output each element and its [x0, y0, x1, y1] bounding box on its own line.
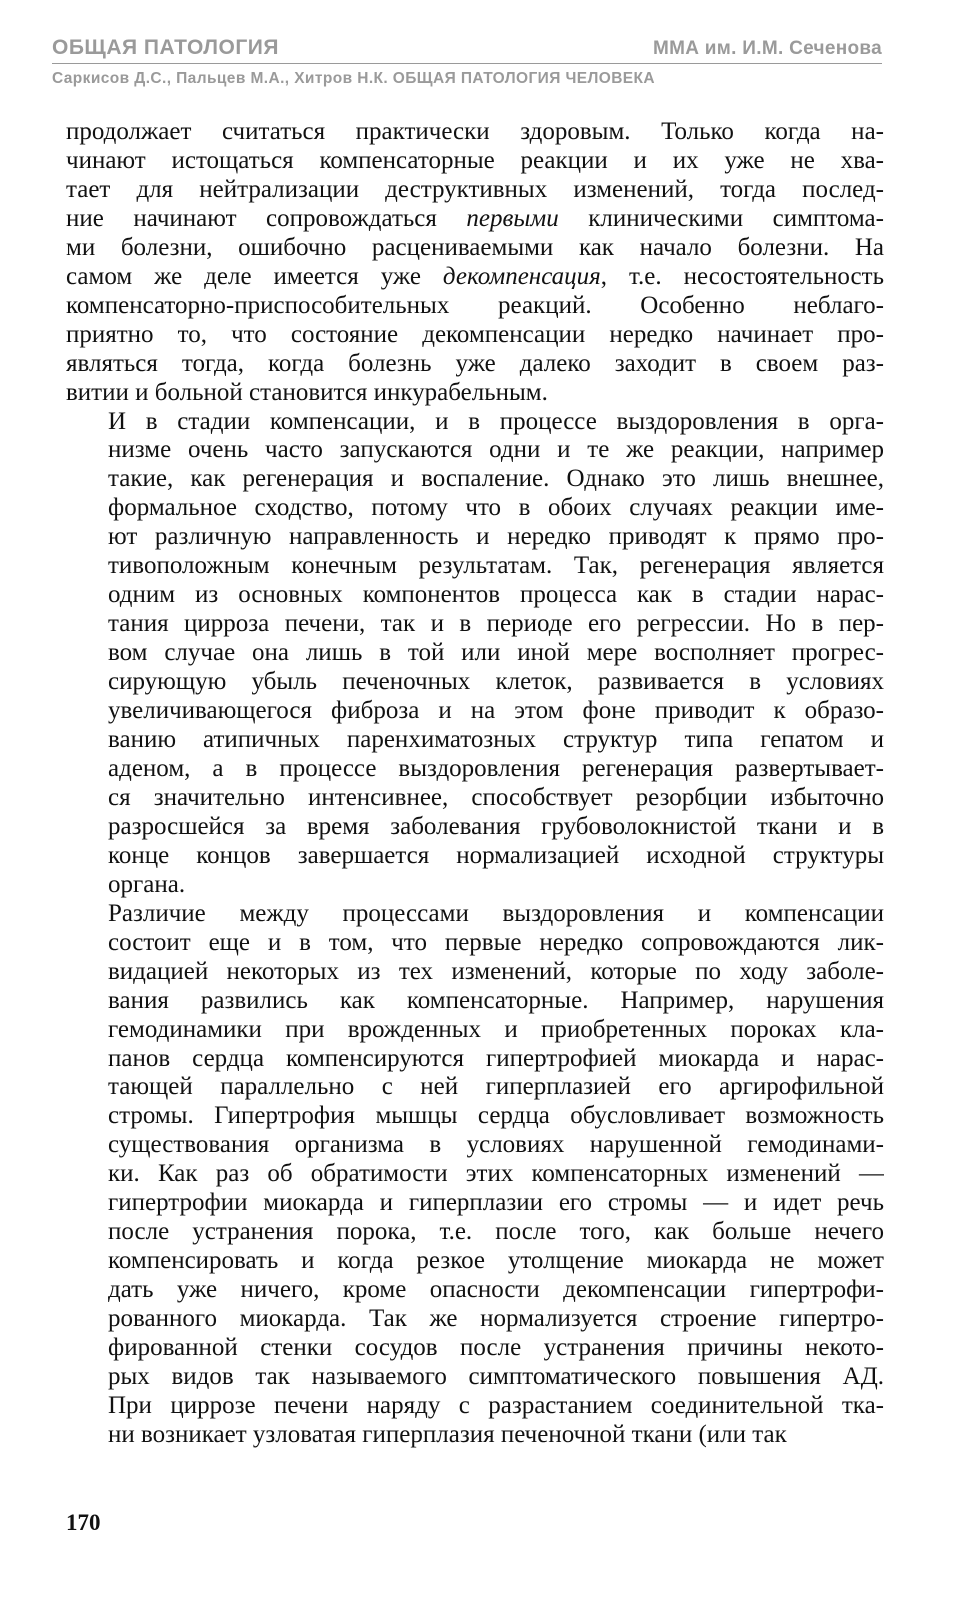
text-line: тает для нейтрализации деструктивных изменений, тогда послед-	[66, 175, 884, 203]
text-line: после устранения порока, т.е. после того, как больше нечего	[108, 1218, 884, 1246]
text-line: ся значительно интенсивнее, способствует резорбции избыточно	[108, 783, 884, 811]
header-book-section: ОБЩАЯ ПАТОЛОГИЯ	[52, 36, 279, 59]
text-line: аденом, а в процессе выздоровления регенерация развертывает-	[108, 754, 884, 782]
text-line: ют различную направленность и нередко приводят к прямо про-	[108, 523, 884, 551]
text-line: компенсаторно-приспособительных реакций. Особенно неблаго-	[66, 291, 884, 319]
text-line: дать уже ничего, кроме опасности декомпенсации гипертрофи-	[108, 1276, 884, 1304]
emphasized-term: декомпенсация	[442, 262, 601, 290]
text-line: рованного миокарда. Так же нормализуется строение гипертро-	[108, 1305, 884, 1333]
text-line: вом случае она лишь в той или иной мере восполняет прогрес-	[108, 639, 884, 667]
text-line: компенсировать и когда резкое утолщение миокарда не может	[108, 1247, 884, 1275]
text-line: тания цирроза печени, так и в периоде его регрессии. Но в пер-	[108, 610, 884, 638]
text-line: состоит еще и в том, что первые нередко сопровождаются лик-	[108, 928, 884, 956]
text-line: существования организма в условиях нарушенной гемодинами-	[108, 1131, 884, 1159]
text-line: ми болезни, ошибочно расцениваемыми как начало болезни. На	[66, 233, 884, 261]
text-line: сирующую убыль печеночных клеток, развивается в условиях	[108, 668, 884, 696]
text-line: самом же деле имеется уже декомпенсация, т.е. несостоятельность	[66, 262, 884, 290]
page-number: 170	[66, 1510, 101, 1535]
text-line: витии и больной становится инкурабельным.	[66, 378, 548, 406]
text-line: тающей параллельно с ней гиперплазией его аргирофильной	[108, 1073, 884, 1101]
text-line: формальное сходство, потому что в обоих случаях реакции име-	[108, 494, 884, 522]
text-line: вания развились как компенсаторные. Например, нарушения	[108, 986, 884, 1014]
text-line: ние начинают сопровождаться первыми клиническими симптома-	[66, 204, 884, 232]
text-line: чинают истощаться компенсаторные реакции и их уже не хва-	[66, 146, 884, 174]
text-line: При циррозе печени наряду с разрастанием соединительной тка-	[108, 1391, 884, 1419]
text-line: фированной стенки сосудов после устранения причины некото-	[108, 1334, 884, 1362]
text-line: И в стадии компенсации, и в процессе выздоровления в орга-	[108, 407, 884, 435]
header-institution: ММА им. И.М. Сеченова	[652, 38, 882, 59]
text-line: органа.	[108, 870, 186, 898]
text-line: продолжает считаться практически здоровым. Только когда на-	[66, 118, 884, 145]
header-divider	[52, 63, 882, 64]
emphasized-term: первыми	[466, 204, 559, 232]
page-body	[66, 118, 884, 1450]
text-line: Различие между процессами выздоровления и компенсации	[108, 899, 884, 927]
text-line: рых видов так называемого симптоматического повышения АД.	[108, 1362, 884, 1390]
text-line: одним из основных компонентов процесса как в стадии нарас-	[108, 581, 884, 609]
text-line: являться тогда, когда болезнь уже далеко заходит в своем раз-	[66, 349, 884, 377]
text-line: ки. Как раз об обратимости этих компенсаторных изменений —	[108, 1160, 884, 1188]
text-line: увеличивающегося фиброза и на этом фоне приводит к образо-	[108, 697, 884, 725]
text-line: ни возникает узловатая гиперплазия печеночной ткани (или так	[108, 1420, 787, 1448]
text-line: приятно то, что состояние декомпенсации нередко начинает про-	[66, 320, 884, 348]
text-line: разросшейся за время заболевания грубоволокнистой ткани и в	[108, 812, 884, 840]
header-title-row	[52, 36, 882, 60]
text-line: гемодинамики при врожденных и приобретенных пороках кла-	[108, 1015, 884, 1043]
text-line: гипертрофии миокарда и гиперплазии его стромы — и идет речь	[108, 1189, 884, 1217]
paragraph	[66, 408, 884, 900]
text-line: низме очень часто запускаются одни и те же реакции, например	[108, 436, 884, 464]
text-line: ванию атипичных паренхиматозных структур типа гепатом и	[108, 726, 884, 754]
text-line: видацией некоторых из тех изменений, которые по ходу заболе-	[108, 957, 884, 985]
paragraph	[66, 900, 884, 1450]
text-line: конце концов завершается нормализацией исходной структуры	[108, 841, 884, 869]
running-header	[52, 36, 882, 88]
text-line: такие, как регенерация и воспаление. Однако это лишь внешнее,	[108, 465, 884, 493]
paragraph	[66, 118, 884, 408]
text-line: тивоположным конечным результатам. Так, регенерация является	[108, 552, 884, 580]
text-line: панов сердца компенсируются гипертрофией миокарда и нарас-	[108, 1044, 884, 1072]
text-line: стромы. Гипертрофия мышцы сердца обусловливает возможность	[108, 1102, 884, 1130]
header-authors-title: Саркисов Д.С., Пальцев М.А., Хитров Н.К. ОБЩАЯ ПАТОЛОГИЯ ЧЕЛОВЕКА	[52, 70, 655, 87]
